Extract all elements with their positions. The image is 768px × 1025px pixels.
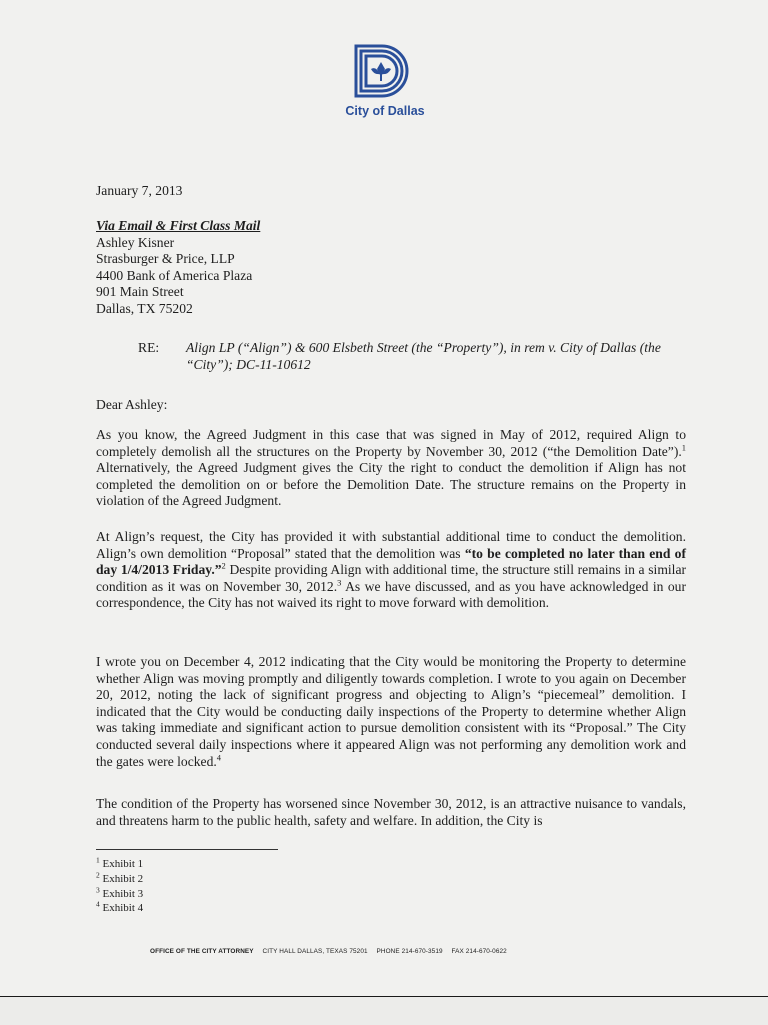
- paragraph-text: At Align’s request, the City has provided it with substantial additional time to conduct the demolition. Align’s own demolition “Proposal” stated that the demolition was: [96, 529, 686, 561]
- footnote-divider: [96, 849, 278, 850]
- footnote-number: 2: [96, 870, 100, 880]
- subject-text: Align LP (“Align”) & 600 Elsbeth Street (the “Property”), in rem v. City of Dallas (the “City”); DC-11-10612: [186, 340, 661, 372]
- salutation: Dear Ashley:: [96, 397, 168, 412]
- body-paragraph-4: The condition of the Property has worsened since November 30, 2012, is an attractive nuisance to vandals, and threatens harm to the public health, safety and welfare. In addition, the City is: [96, 796, 686, 828]
- recipient-address-line: 4400 Bank of America Plaza: [96, 267, 253, 283]
- recipient-firm: Strasburger & Price, LLP: [96, 251, 235, 267]
- delivery-method: Via Email & First Class Mail: [96, 218, 261, 233]
- recipient-address-line: 901 Main Street: [96, 284, 184, 300]
- footnote-item: [96, 872, 143, 887]
- footnote-item: [96, 884, 144, 902]
- footer-office: OFFICE OF THE CITY ATTORNEY: [150, 948, 254, 955]
- footnote-number: 3: [96, 884, 100, 894]
- footnote-text: Exhibit 3: [102, 887, 144, 900]
- paragraph-text: I wrote you on December 4, 2012 indicating that the City would be monitoring the Property to determine whether Align was moving promptly and diligently towards completion. I wrote to you again on December 20, 2012, noting the lack of significant progress and objecting to Align’s “piecemeal” demolition. I indicated that the City would be conducting daily inspections of the Property to determine whether Align was taking immediate and significant action to pursue demolition consistent with its “Proposal.” The City conducted several daily inspections where it appeared Align was not performing any demolition work and the gates were locked.: [96, 654, 686, 769]
- recipient-name: Ashley Kisner: [96, 234, 175, 250]
- footnote-item: [96, 901, 143, 916]
- paragraph-text: Alternatively, the Agreed Judgment gives the City the right to conduct the demolition if Align has not completed the demolition on or before the Demolition Date. The structure remains on the Property in violation of the Agreed Judgment.: [96, 460, 686, 509]
- recipient-city-line: Dallas, TX 75202: [96, 300, 193, 316]
- footer-address: CITY HALL DALLAS, TEXAS 75201: [262, 948, 368, 955]
- footer-phone: PHONE 214-670-3519: [376, 948, 443, 955]
- body-paragraph-3: [96, 654, 686, 770]
- paragraph-text: As you know, the Agreed Judgment in this case that was signed in May of 2012, required Align to completely demolish all the structures on the Property by November 30, 2012 (“the Demolition Date”).: [96, 427, 686, 459]
- body-paragraph-2: [96, 529, 686, 612]
- city-of-dallas-d-logo-icon: [352, 42, 410, 100]
- footnote-ref: 4: [216, 752, 222, 763]
- footnote-text: Exhibit 2: [102, 872, 144, 885]
- subject-label: RE:: [138, 340, 160, 355]
- letter-date: January 7, 2013: [96, 183, 183, 198]
- footnote-ref: 1: [681, 442, 686, 453]
- footnote-item: [96, 857, 143, 872]
- footnote-ref: 2: [221, 560, 226, 571]
- body-paragraph-1: [96, 427, 686, 510]
- footnote-text: Exhibit 4: [102, 902, 144, 915]
- scan-edge: [0, 996, 768, 1025]
- footnote-number: 1: [96, 855, 100, 865]
- letterhead-footer: [150, 948, 650, 955]
- footer-fax: FAX 214-670-0622: [451, 948, 507, 955]
- footnote-number: 4: [96, 899, 100, 909]
- paragraph-text: As we have discussed, and as you have acknowledged in our correspondence, the City has not waived its right to move forward with demolition.: [96, 578, 686, 611]
- footnotes: [96, 857, 143, 916]
- footnote-ref: 3: [337, 577, 342, 588]
- paragraph-text: Despite providing Align with additional time, the structure still remains in a similar condition as it was on November 30, 2012.: [96, 562, 687, 594]
- recipient-address: [96, 218, 686, 318]
- city-name: City of Dallas: [345, 104, 425, 118]
- emphasized-quote: “to be completed no later than end of day 1/4/2013 Friday.”: [96, 545, 686, 578]
- footnote-text: Exhibit 1: [102, 858, 144, 870]
